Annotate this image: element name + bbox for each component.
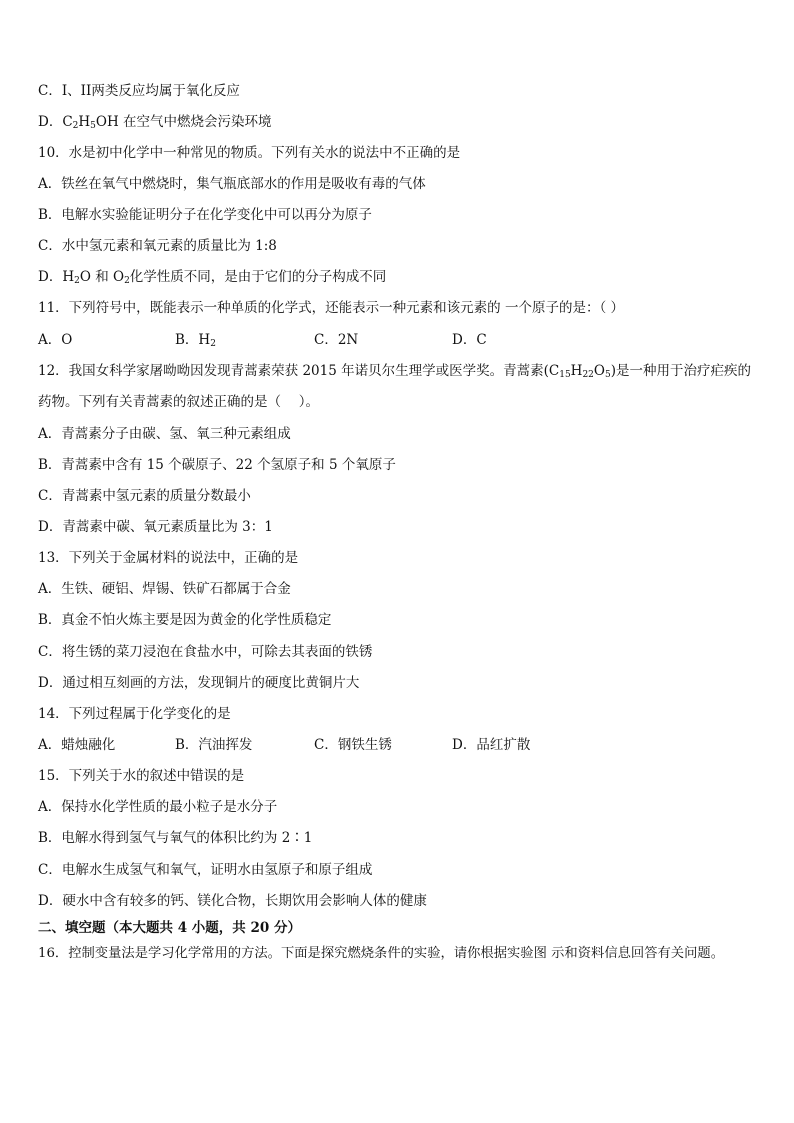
q12-stem: [38, 362, 751, 380]
q10-option-d: [38, 268, 386, 286]
q12-subscript: 5: [604, 370, 611, 380]
q12-option-a: A．青蒿素分子由碳、氢、氧三种元素组成: [38, 426, 291, 442]
section-2-title: 二、填空题（本大题共 4 小题，共 20 分）: [38, 920, 301, 936]
q10d-text: O 和 O: [79, 269, 125, 285]
q15-option-d: D．硬水中含有较多的钙、镁化合物，长期饮用会影响人体的健康: [38, 893, 427, 909]
q15-option-a: A．保持水化学性质的最小粒子是水分子: [38, 799, 278, 815]
q11-option-b: [175, 331, 216, 349]
q15-option-b: B．电解水得到氢气与氧气的体积比约为 2∶1: [38, 830, 313, 846]
q12-option-b: B．青蒿素中含有 15 个碳原子、22 个氢原子和 5 个氧原子: [38, 457, 396, 473]
q14-option-c: C．钢铁生锈: [314, 737, 392, 753]
q16-stem: 16．控制变量法是学习化学常用的方法。下面是探究燃烧条件的实验，请你根据实验图 示和资料信息回答有关问题。: [38, 946, 724, 961]
q15-stem: 15．下列关于水的叙述中错误的是: [38, 768, 245, 784]
q9d-text: H: [78, 114, 91, 130]
q14-option-d: D．品红扩散: [452, 737, 531, 753]
q9d-subscript: 5: [90, 121, 96, 131]
q10d-text: 化学性质不同，是由于它们的分子构成不同: [129, 269, 387, 285]
q12-stem-continued: 药物。下列有关青蒿素的叙述正确的是（ ）。: [38, 394, 320, 410]
q10-option-a: A．铁丝在氧气中燃烧时，集气瓶底部水的作用是吸收有毒的气体: [38, 176, 426, 192]
q10d-text: D．H: [38, 269, 75, 285]
q13-stem: 13．下列关于金属材料的说法中，正确的是: [38, 550, 299, 566]
q12-text: O: [593, 363, 605, 379]
q11b-text: B．H: [175, 332, 211, 348]
q10-option-c: C．水中氢元素和氧元素的质量比为 1:8: [38, 238, 277, 254]
q10d-subscript: 2: [74, 276, 80, 286]
q12-subscript: 22: [582, 370, 594, 380]
q9d-subscript: 2: [72, 121, 79, 131]
q10-stem: 10．水是初中化学中一种常见的物质。下列有关水的说法中不正确的是: [38, 145, 461, 161]
q12-option-d: D．青蒿素中碳、氧元素质量比为 3：1: [38, 519, 273, 535]
q11-stem: 11．下列符号中，既能表示一种单质的化学式，还能表示一种元素和该元素的 一个原子的是：（ ）: [38, 300, 625, 316]
q9d-text: OH 在空气中燃烧会污染环境: [95, 114, 272, 130]
q13-option-a: A．生铁、硬铝、焊锡、铁矿石都属于合金: [38, 581, 291, 597]
q9-option-d: [38, 113, 272, 131]
q11-option-c: C．2N: [314, 332, 359, 348]
q11-option-a: A．O: [38, 332, 73, 348]
q12-option-c: C．青蒿素中氢元素的质量分数最小: [38, 488, 251, 504]
q12-text: 12．我国女科学家屠呦呦因发现青蒿素荣获 2015 年诺贝尔生理学或医学奖。青蒿素(C: [38, 363, 560, 379]
q12-text: H: [570, 363, 583, 379]
q9-option-c: C．I、II两类反应均属于氧化反应: [38, 83, 240, 99]
q13-option-b: B．真金不怕火炼主要是因为黄金的化学性质稳定: [38, 612, 332, 628]
q15-option-c: C．电解水生成氢气和氧气，证明水由氢原子和原子组成: [38, 862, 373, 878]
q9d-text: D．C: [38, 114, 73, 130]
q14-option-a: A．蜡烛融化: [38, 737, 116, 753]
q11b-subscript: 2: [210, 339, 216, 349]
q13-option-c: C．将生锈的菜刀浸泡在食盐水中，可除去其表面的铁锈: [38, 644, 373, 660]
q12-text: )是一种用于治疗疟疾的: [610, 363, 751, 379]
q10d-subscript: 2: [124, 276, 130, 286]
q10-option-b: B．电解水实验能证明分子在化学变化中可以再分为原子: [38, 207, 372, 223]
q12-subscript: 15: [559, 370, 571, 380]
q14-stem: 14．下列过程属于化学变化的是: [38, 706, 231, 722]
q13-option-d: D．通过相互刻画的方法，发现铜片的硬度比黄铜片大: [38, 675, 360, 691]
q14-option-b: B．汽油挥发: [175, 737, 253, 753]
q11-option-d: D．C: [452, 332, 487, 348]
